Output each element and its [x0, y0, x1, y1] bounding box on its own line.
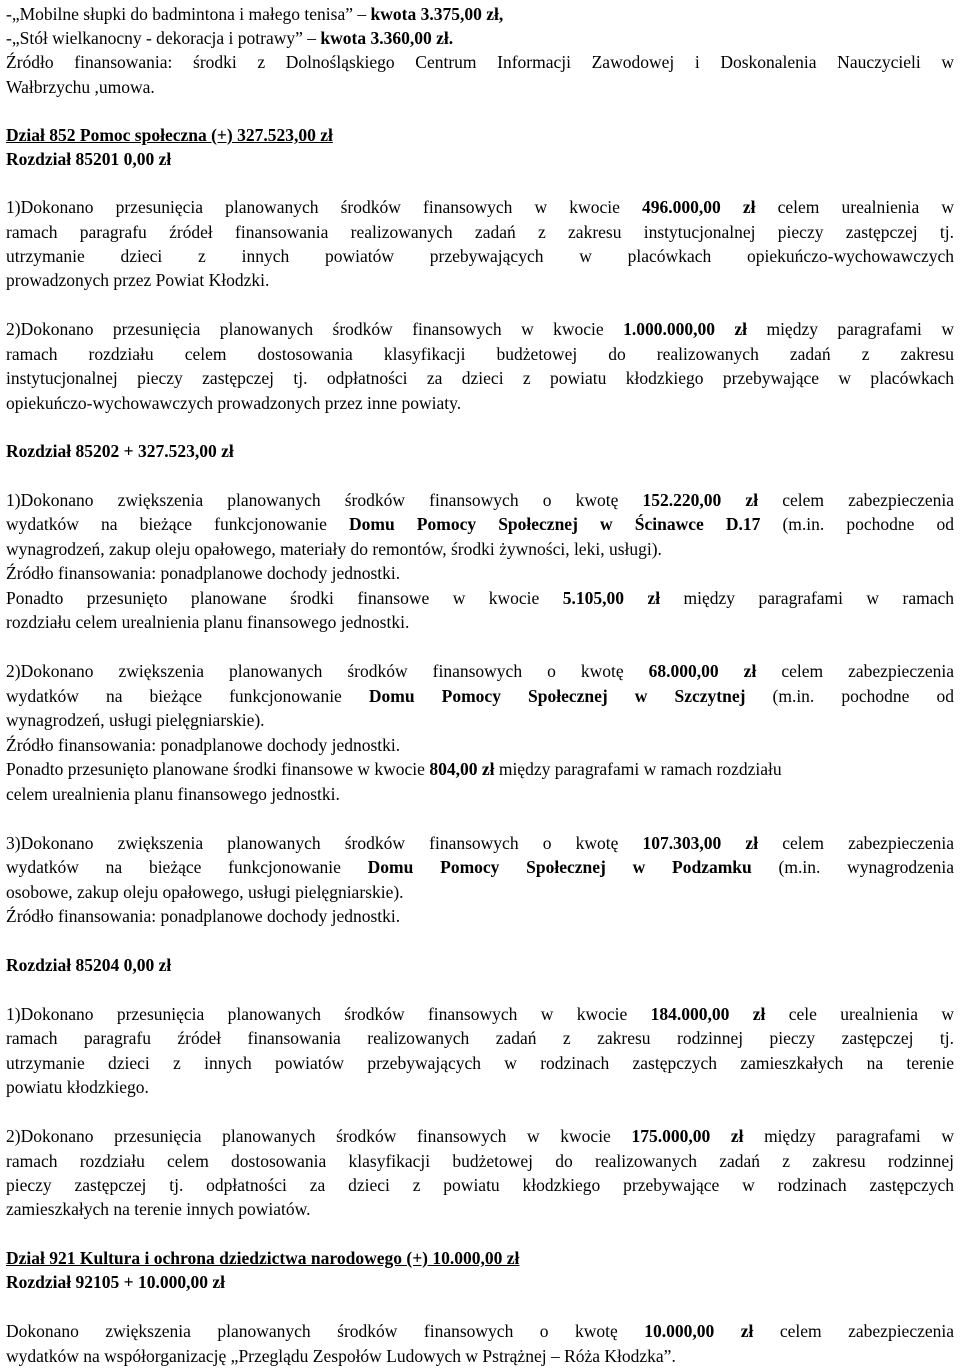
- paragraph-line: zamieszkałych na terenie innych powiatów.: [6, 1199, 311, 1219]
- paragraph-line: Ponadto przesunięto planowane środki finansowe w kwocie 5.105,00 zł między paragrafami w ramach: [6, 588, 954, 608]
- paragraph-line: ramach rozdziału celem dostosowania klasyfikacji budżetowej do realizowanych zadań z zakresu rodzinnej: [6, 1151, 954, 1171]
- paragraph-line: utrzymanie dzieci z innych powiatów przebywających w placówkach opiekuńczo-wychowawczych: [6, 246, 954, 266]
- paragraph-line: opiekuńczo-wychowawczych prowadzonych przez inne powiaty.: [6, 393, 462, 413]
- paragraph-line: 3)Dokonano zwiększenia planowanych środków finansowych o kwotę 107.303,00 zł celem zabezpieczenia: [6, 833, 955, 853]
- funding-source: Źródło finansowania: ponadplanowe dochody jednostki.: [6, 563, 401, 583]
- paragraph-line: powiatu kłodzkiego.: [6, 1077, 149, 1097]
- funding-source: Źródło finansowania: ponadplanowe dochody jednostki.: [6, 735, 401, 755]
- paragraph-line: pieczy zastępczej tj. odpłatności za dzieci z powiatu kłodzkiego przebywające w rodzinach zastępczych: [6, 1175, 954, 1195]
- amount: kwota 3.360,00 zł.: [320, 28, 454, 48]
- paragraph-line: wydatków na bieżące funkcjonowanie Domu Pomocy Społecznej w Szczytnej (m.in. pochodne od: [6, 686, 954, 706]
- paragraph-line: 2)Dokonano zwiększenia planowanych środków finansowych o kwotę 68.000,00 zł celem zabezpieczenia: [6, 661, 955, 681]
- paragraph-line: 2)Dokonano przesunięcia planowanych środków finansowych w kwocie 1.000.000,00 zł między paragrafami w: [6, 319, 954, 339]
- funding-source-cont: Wałbrzychu ,umowa.: [6, 77, 155, 97]
- paragraph-line: ramach paragrafu źródeł finansowania realizowanych zadań z zakresu rodzinnej pieczy zastępczej tj.: [6, 1028, 954, 1048]
- paragraph-line: osobowe, zakup oleju opałowego, usługi pielęgniarskie).: [6, 882, 404, 902]
- paragraph-line: 1)Dokonano zwiększenia planowanych środków finansowych o kwotę 152.220,00 zł celem zabezpieczenia: [6, 490, 955, 510]
- paragraph-line: wydatków na bieżące funkcjonowanie Domu Pomocy Społecznej w Podzamku (m.in. wynagrodzenia: [6, 857, 955, 877]
- subsection-heading: Rozdział 85204 0,00 zł: [6, 955, 172, 975]
- paragraph-line: prowadzonych przez Powiat Kłodzki.: [6, 270, 270, 290]
- section-heading: Dział 852 Pomoc społeczna (+) 327.523,00 zł: [6, 125, 333, 145]
- section-heading: Dział 921 Kultura i ochrona dziedzictwa narodowego (+) 10.000,00 zł: [6, 1248, 520, 1268]
- paragraph-line: utrzymanie dzieci z innych powiatów przebywających w rodzinach zastępczych zamieszkałych na terenie: [6, 1053, 954, 1073]
- amount: kwota 3.375,00 zł,: [370, 4, 504, 24]
- paragraph-line: wydatków na bieżące funkcjonowanie Domu Pomocy Społecznej w Ścinawce D.17 (m.in. pochodne od: [6, 514, 955, 534]
- paragraph-line: ramach paragrafu źródeł finansowania realizowanych zadań z zakresu instytucjonalnej pieczy zastępczej tj.: [6, 222, 954, 242]
- paragraph-line: ramach rozdziału celem dostosowania klasyfikacji budżetowej do realizowanych zadań z zakresu: [6, 344, 954, 364]
- paragraph-line: instytucjonalnej pieczy zastępczej tj. odpłatności za dzieci z powiatu kłodzkiego przebywające w placówkach: [6, 368, 954, 388]
- paragraph-line: wynagrodzeń, usługi pielęgniarskie).: [6, 710, 265, 730]
- paragraph-line: celem urealnienia planu finansowego jednostki.: [6, 784, 340, 804]
- funding-source: Źródło finansowania: ponadplanowe dochody jednostki.: [6, 906, 401, 926]
- funding-source: Źródło finansowania: środki z Dolnośląskiego Centrum Informacji Zawodowej i Doskonalenia Nauczycieli w: [6, 52, 954, 72]
- paragraph-line: wynagrodzeń, zakup oleju opałowego, materiały do remontów, środki żywności, leki, usługi).: [6, 539, 662, 559]
- paragraph-line: Dokonano zwiększenia planowanych środków finansowych o kwotę 10.000,00 zł celem zabezpieczenia: [6, 1321, 954, 1341]
- paragraph-line: 2)Dokonano przesunięcia planowanych środków finansowych w kwocie 175.000,00 zł między paragrafami w: [6, 1126, 954, 1146]
- list-item: -„Mobilne słupki do badmintona i małego tenisa” – kwota 3.375,00 zł,: [6, 4, 504, 24]
- subsection-heading: Rozdział 92105 + 10.000,00 zł: [6, 1272, 225, 1292]
- subsection-heading: Rozdział 85202 + 327.523,00 zł: [6, 441, 234, 461]
- list-item: -„Stół wielkanocny - dekoracja i potrawy” – kwota 3.360,00 zł.: [6, 28, 454, 48]
- paragraph-line: 1)Dokonano przesunięcia planowanych środków finansowych w kwocie 184.000,00 zł cele urealnienia w: [6, 1004, 954, 1024]
- paragraph-line: wydatków na współorganizację „Przeglądu Zespołów Ludowych w Pstrążnej – Róża Kłodzka”.: [6, 1346, 676, 1366]
- paragraph-line: Ponadto przesunięto planowane środki finansowe w kwocie 804,00 zł między paragrafami w ramach rozdziału: [6, 759, 782, 779]
- paragraph-line: rozdziału celem urealnienia planu finansowego jednostki.: [6, 612, 410, 632]
- subsection-heading: Rozdział 85201 0,00 zł: [6, 149, 172, 169]
- paragraph-line: 1)Dokonano przesunięcia planowanych środków finansowych w kwocie 496.000,00 zł celem urealnienia w: [6, 197, 954, 217]
